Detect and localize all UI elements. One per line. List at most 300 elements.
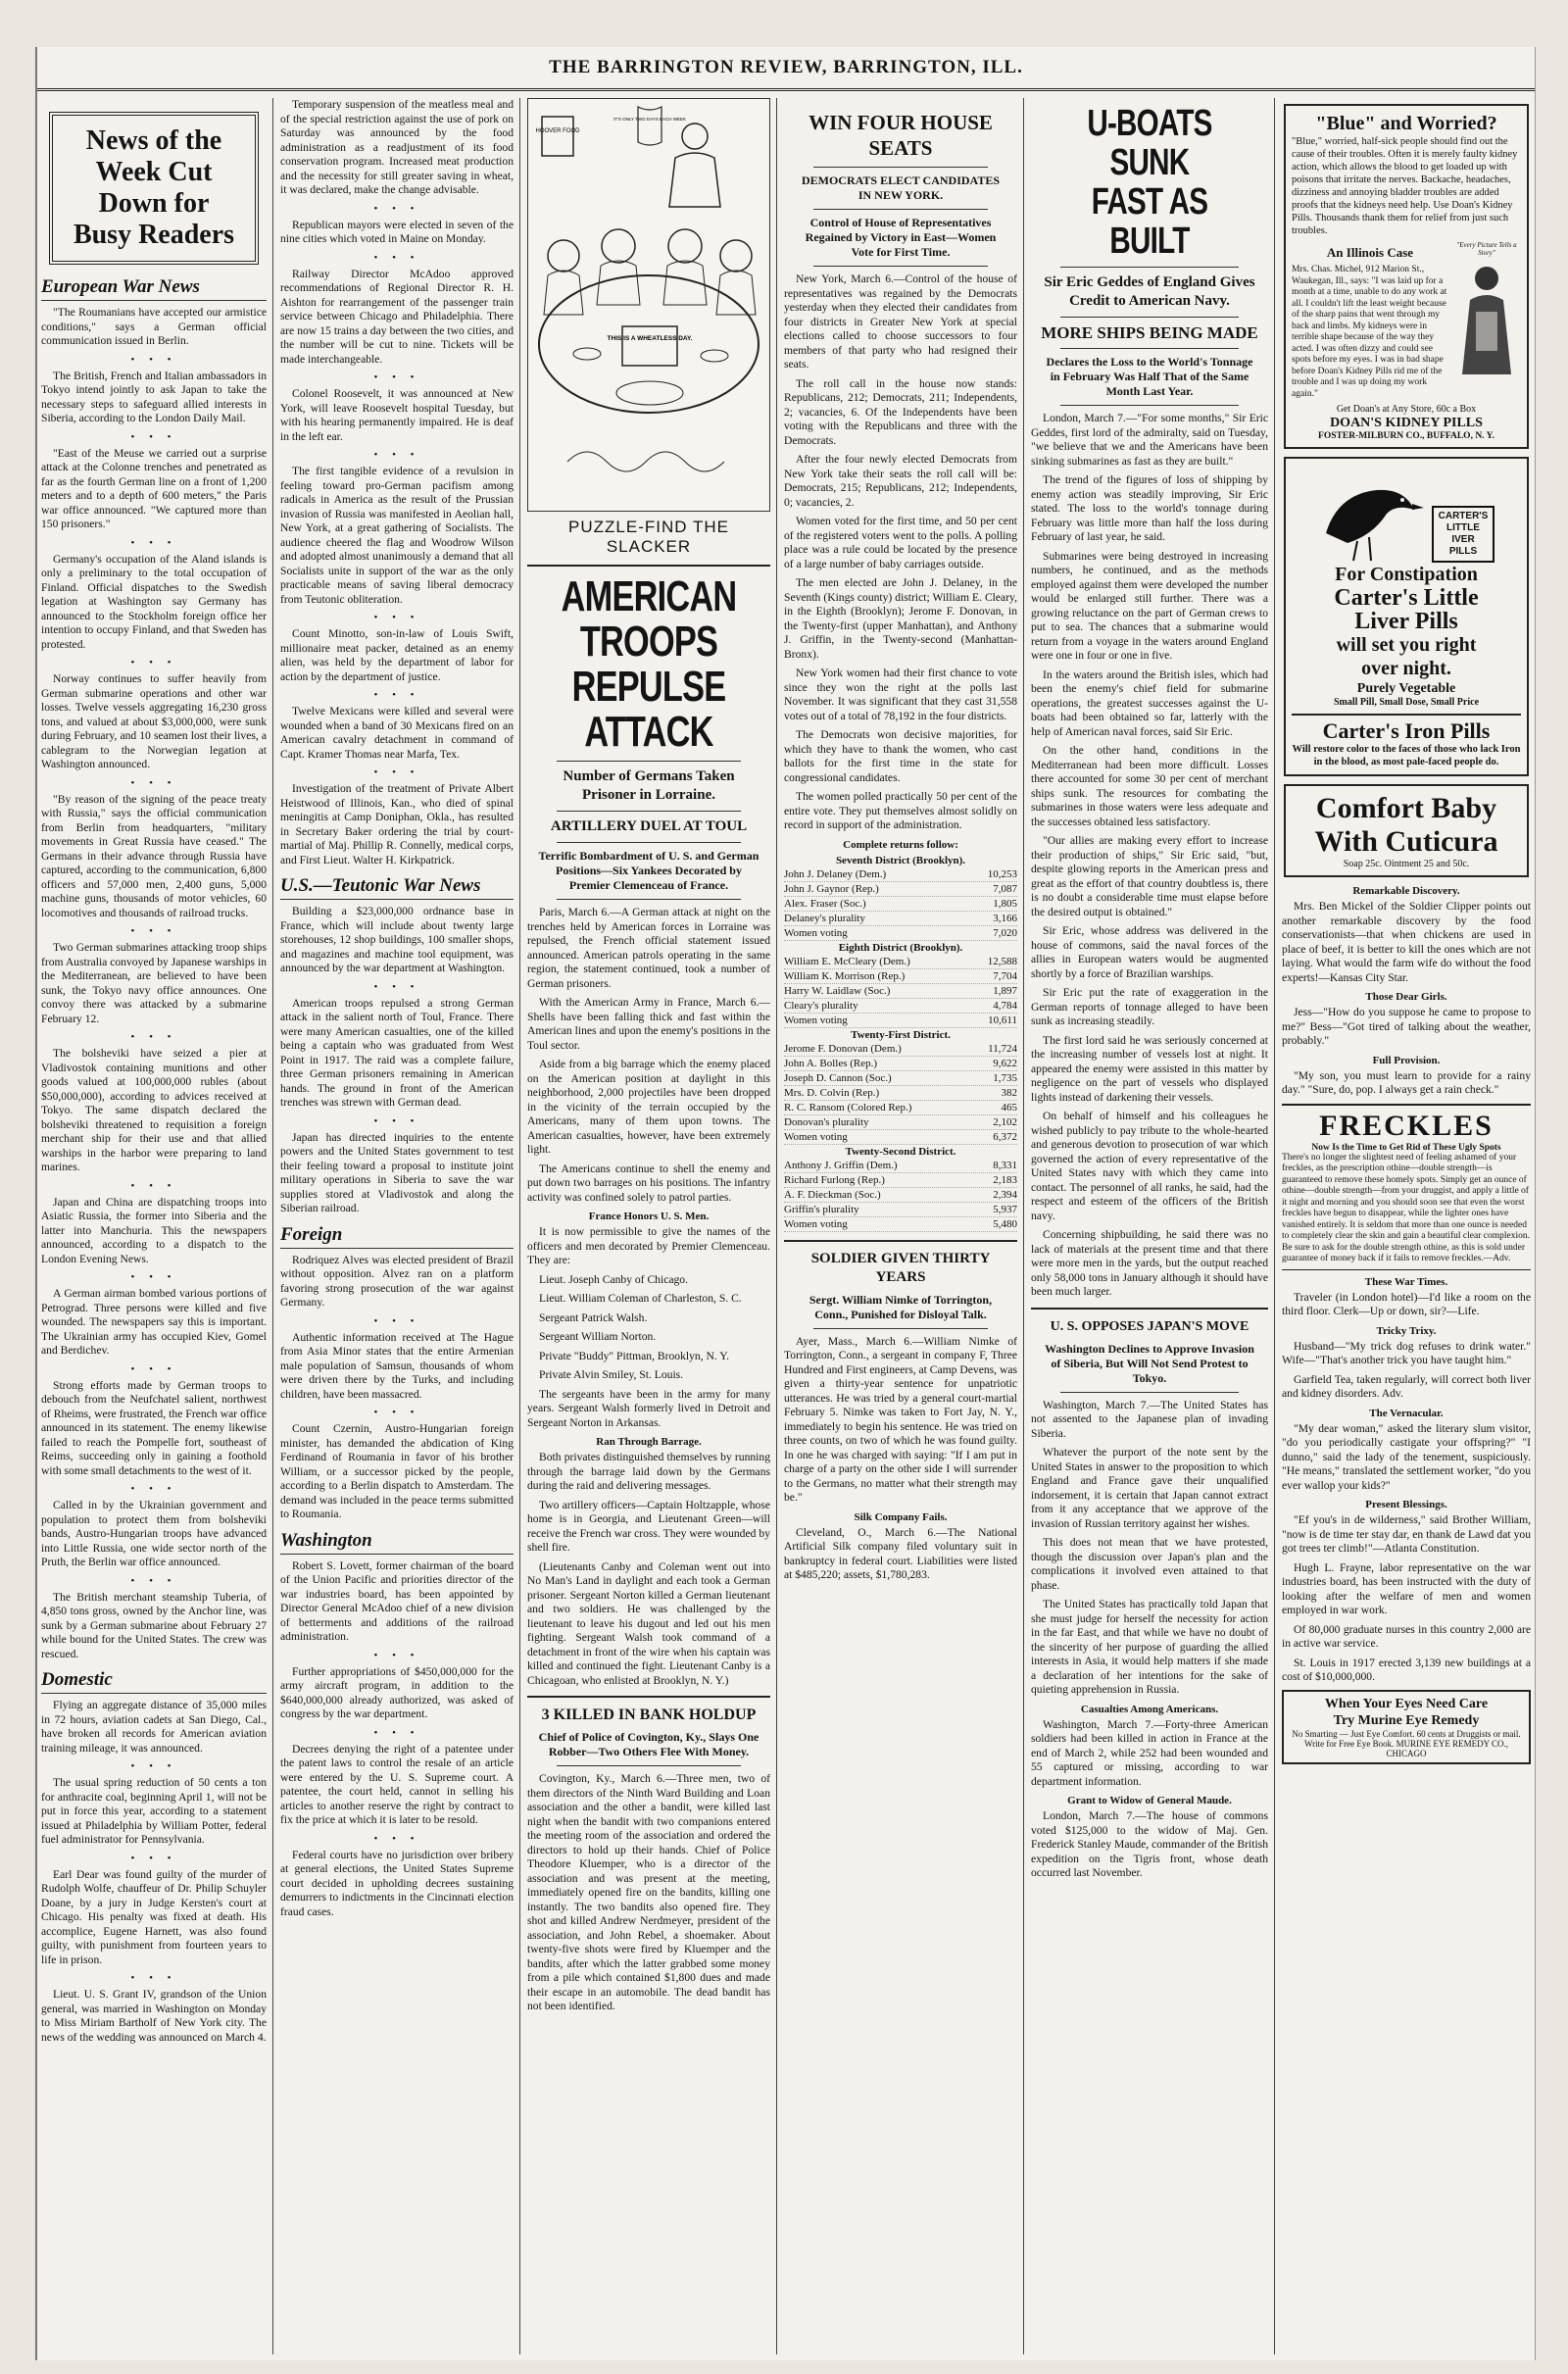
misc-heading: The Vernacular. (1369, 1407, 1444, 1419)
returns-row (784, 1130, 1017, 1145)
dot-separator: • • • (373, 980, 420, 993)
divider (527, 1696, 770, 1698)
doans-case-row (1292, 241, 1521, 400)
cartoon-placard: THIS IS A WHEATLESS DAY. (607, 335, 693, 342)
returns-row (784, 1217, 1017, 1232)
misc-text: Mrs. Ben Mickel of the Soldier Clipper points out another remarkable discovery by the food conservationists—that when chickens are used in place of beef, it is better to kill the ones which are not laying. What would the farm wife do without the food experts!—Kansas City Star. (1282, 900, 1531, 984)
news-paragraph: American troops repulsed a strong German attack in the salient north of Toul, France. There were many American casualties, one of the killed being a captain who was graduated from West Point in 1917. The raid was a complete failure, three German prisoners remaining in American hands. The ground in front of the American trenches was strewn with German dead. (280, 996, 514, 1109)
returns-candidate: John A. Bolles (Rep.) (784, 1057, 878, 1069)
column-4 (784, 98, 1017, 2354)
news-paragraph: The trend of the figures of loss of shipping by enemy action was steadily improving, Sir Eric stated. The loss to the world's tonnage during February was little more than half the loss during February of last year, he said. (1031, 473, 1268, 543)
news-paragraph: (Lieutenants Canby and Coleman went out into No Man's Land in daylight and each took a German prisoner. Sergeant Norton killed a German lieutenant and two soldiers. He was challenged by the lieutenant to leave his dugout and led out his men fighting. Sergeant Walsh took command of a detachment in front of the wire when his captain was killed and continued the fight. Lieutenant Canby is a Chicagoan, who enlisted at Brooklyn, N. Y.) (527, 1559, 770, 1687)
dot-separator: • • • (130, 1179, 177, 1192)
murine-ad (1282, 1690, 1531, 1764)
returns-votes: 11,724 (988, 1042, 1017, 1055)
headline-house-seats: WIN FOUR HOUSE SEATS (808, 111, 993, 160)
dot-separator: • • • (130, 1852, 177, 1864)
returns-row (784, 1014, 1017, 1028)
returns-row (784, 882, 1017, 897)
returns-candidate: William K. Morrison (Rep.) (784, 969, 906, 982)
news-paragraph: Covington, Ky., March 6.—Three men, two of them directors of the Ninth Ward Building and Loan association and the other a bandit, were killed last night when the bandit with two companions entered the meeting room of the association and ordered the directors to hold up their hands. Chief of Police Theodore Kluemper, who is a director of the association and was present at the meeting, immediately opened fire on the bandits, killing one instantly. The two bandits also opened fire. They shot and killed Andrew Nerdmeyer, president of the association, and John Rebel, a shoemaker. About twenty-five shots were fired by Kluemper and the bandits, after which the latter grabbed some money from a pile which contained $1,800 dues and made their escape in an automobile. The dead bandit has not been identified. (527, 1772, 770, 2012)
news-paragraph: Lieut. William Coleman of Charleston, S. C. (539, 1292, 742, 1305)
divider (557, 842, 741, 843)
dot-separator: • • • (130, 776, 177, 789)
carters-box-line: CARTER'S (1438, 511, 1489, 521)
cuticura-line2: With Cuticura (1314, 825, 1498, 858)
news-paragraph: With the American Army in France, March 6.—Shells have been falling thick and fast within the American lines and upon the enemy's positions in the Toul sector. (527, 996, 770, 1052)
news-paragraph: Concerning shipbuilding, he said there was no lack of materials at the present time and that there were more men in the yards, but the output reached only 58,000 tons in January although it should have been much larger. (1031, 1228, 1268, 1298)
dot-separator: • • • (373, 767, 420, 778)
divider (784, 1240, 1017, 1242)
deck-control-of-house: Control of House of Representatives Regained by Victory in East—Women Vote for First Time. (805, 216, 997, 259)
returns-candidate: Richard Furlong (Rep.) (784, 1173, 885, 1186)
news-paragraph: On behalf of himself and his colleagues he wished publicly to pay tribute to the whole-hearted and generous devotion to prosecution of war which governed the action of every representative of the United States navy with which they came into contact. The personnel of all ranks, he said, had the respect and esteem of the officers of the British navy. (1031, 1110, 1268, 1222)
returns-row (784, 999, 1017, 1014)
news-paragraph: A German airman bombed various portions of Petrograd. Three persons were killed and five wounded. The newspapers say this is important. The Ukrainian army has occupied Kiev, Gomel and Berdichev. (41, 1287, 267, 1357)
carters-line7: Small Pill, Small Dose, Small Price (1333, 697, 1480, 708)
dot-separator: • • • (373, 689, 420, 701)
news-paragraph: Count Czernin, Austro-Hungarian foreign minister, has demanded the abdication of King Ferdinand of Roumania in favor of his brother William, or a successor picked by the people, according to a Berlin dispatch to Amsterdam. The demand was included in the peace terms submitted to Roumania. (280, 1422, 514, 1520)
divider (813, 1328, 988, 1329)
dot-separator: • • • (130, 536, 177, 549)
divider (1060, 317, 1239, 318)
news-paragraph: "Our allies are making every effort to increase their production of ships," Sir Eric said, "but, despite glowing reports in the American press and great as the effort of that country doubtless is, there is no doubt a considerable time must elapse before the desired output is obtained." (1031, 834, 1268, 918)
column-2 (280, 98, 514, 2354)
carters-iron-title: Carter's Iron Pills (1322, 718, 1491, 743)
returns-votes: 1,897 (993, 984, 1017, 997)
divider (1060, 1392, 1239, 1393)
returns-candidate: Women voting (784, 1217, 848, 1230)
returns-votes: 7,020 (993, 926, 1017, 939)
silk-story (784, 1526, 1017, 1583)
news-paragraph: Robert S. Lovett, former chairman of the board of the Union Pacific and priorities director of the war industries board, has been appointed by Director General McAdoo chief of a new division of betterments and additions of the railroad administration. (280, 1558, 514, 1643)
news-items (280, 98, 514, 867)
returns-candidate: Joseph D. Cannon (Soc.) (784, 1071, 892, 1084)
news-paragraph: Private Alvin Smiley, St. Louis. (539, 1368, 684, 1381)
divider (1031, 1308, 1268, 1310)
cartoon-illustration (527, 98, 770, 512)
headline-us-opposes-japan: U. S. OPPOSES JAPAN'S MOVE (1050, 1318, 1250, 1334)
dot-separator: • • • (130, 353, 177, 366)
news-paragraph: "By reason of the signing of the peace treaty with Russia," says the official communication from Berlin from headquarters, "military movements in Great Russia have ceased." The Germans in their advance through Russia have captured, according to the communication, 6,800 officers and 57,000 men, 2,400 guns, 5,000 machine guns, thousands of motor vehicles, 60 locomotives and thousands of railroad trucks. (41, 792, 267, 919)
returns-row (784, 1042, 1017, 1057)
returns-votes: 7,704 (993, 969, 1017, 982)
headline-american-troops (554, 574, 743, 755)
deck-bombardment: Terrific Bombardment of U. S. and German Positions—Six Yankees Decorated by Premier Clemenceau of France. (538, 849, 760, 892)
returns-votes: 5,937 (993, 1203, 1017, 1215)
returns-votes: 8,331 (993, 1159, 1017, 1171)
misc-text: "Ef you's in de wilderness," said Brother William, "now is de time ter stay dar, en thank de Lawd dat you got trees ter climb!"—Atlanta Constitution. (1282, 1513, 1531, 1555)
foreign-items (280, 1254, 514, 1522)
headline-u-boats (1057, 104, 1243, 261)
news-paragraph: The first lord said he was seriously concerned at the increasing number of vessels lost at night. It appeared the enemy were assisted in this matter by negligence on the part of vessels who displayed lights instead of darkening their vessels. (1031, 1033, 1268, 1104)
dot-separator: • • • (130, 1972, 177, 1984)
misc-text: Jess—"How do you suppose he came to propose to me?" Bess—"Got tired of talking about the weather, probably." (1282, 1006, 1531, 1047)
news-paragraph: Federal courts have no jurisdiction over bribery at general elections, the United States Supreme court decided in upholding decrees sustaining demurrers to indictments in the Cincinnati election fraud cases. (280, 1848, 514, 1918)
doans-ad-title: "Blue" and Worried? (1315, 113, 1497, 134)
subhead-silk-company: Silk Company Fails. (854, 1510, 948, 1523)
carters-box-line: IVER (1451, 534, 1475, 545)
returns-votes: 5,480 (993, 1217, 1017, 1230)
carters-pill-box (1432, 506, 1495, 563)
news-paragraph: Private "Buddy" Pittman, Brooklyn, N. Y. (539, 1349, 730, 1362)
returns-votes: 2,394 (993, 1188, 1017, 1201)
doans-brand: DOAN'S KIDNEY PILLS (1330, 416, 1483, 430)
news-paragraph: This does not mean that we have protested, though the discussion over Japan's plan and the complications it involved even attained to that phase. (1031, 1536, 1268, 1592)
news-paragraph: The bolsheviki have seized a pier at Vladivostok containing munitions and other goods valued at 100,000,000 rubles (about $50,000,000), according to advices received at Tokyo. The same dispatch declared the bolsheviki threatened to requisition a foreign merchant ship for their use and that allied warships in the harbor were preparing to land marines. (41, 1047, 267, 1173)
returns-row (784, 1115, 1017, 1130)
returns-candidate: R. C. Ransom (Colored Rep.) (784, 1101, 912, 1113)
returns-candidate: Women voting (784, 926, 848, 939)
returns-votes: 9,622 (993, 1057, 1017, 1069)
returns-title: Complete returns follow: (843, 838, 958, 851)
news-paragraph: Twelve Mexicans were killed and several were wounded when a band of 30 Mexicans fired on an American cavalry detachment in command of Capt. Kramer Thomas near Marfa, Tex. (280, 705, 514, 761)
freckles-ad (1282, 1104, 1531, 1270)
troops-story-2 (527, 1225, 770, 1430)
returns-votes: 12,588 (987, 955, 1017, 967)
dot-separator: • • • (130, 1031, 177, 1043)
freckles-title: FRECKLES (1319, 1109, 1494, 1142)
news-paragraph: Paris, March 6.—A German attack at night on the trenches held by American forces in Lorraine was repulsed, the French official statement issued announced. American patrols operating in the same region, the statement continued, took a number of German prisoners. (527, 906, 770, 990)
returns-candidate: Donovan's plurality (784, 1115, 869, 1128)
returns-votes: 382 (1001, 1086, 1017, 1099)
news-paragraph: Sergeant William Norton. (539, 1330, 657, 1343)
dot-separator: • • • (373, 251, 420, 264)
news-paragraph: The men elected are John J. Delaney, in the Seventh (Kings county) district; William E. Cleary, in the Eighth (Brooklyn); Jerome F. Donovan, in the Twenty-first (upper Manhattan), and Anthony J. Griffin, in the Twenty-second (Manhattan-Bronx). (784, 576, 1017, 661)
doans-case (1292, 241, 1448, 400)
returns-candidate: Delaney's plurality (784, 912, 865, 924)
news-paragraph: Decrees denying the right of a patentee under the patent laws to control the resale of an article were entered by the U. S. Supreme court. A patentee, the court held, cannot in selling his articles to another reserve the right by contract to fix the price at which it is later to be resold. (280, 1742, 514, 1826)
cuticura-prices: Soap 25c. Ointment 25 and 50c. (1343, 859, 1470, 869)
news-paragraph: The British, French and Italian ambassadors in Tokyo intend jointly to ask Japan to take the necessary steps to safeguard allied interests in Siberia, according to the London Daily Mail. (41, 369, 267, 424)
cartoon-drawing (528, 99, 769, 511)
returns-candidate: Mrs. D. Colvin (Rep.) (784, 1086, 880, 1099)
headline-line: U-BOATS SUNK (1087, 103, 1212, 183)
european-war-items (41, 306, 267, 1661)
dot-separator: • • • (373, 449, 420, 461)
cuticura-ad (1284, 784, 1529, 877)
news-paragraph: Earl Dear was found guilty of the murder of Rudolph Wolfe, chauffeur of Dr. Philip Schuyler Doane, by a jury in Judge Kersten's court at Chicago. His penalty was fixed at death. His accomplice, Eugene Harnett, was also found guilty, with punishment from fourteen years to life in prison. (41, 1867, 267, 1966)
divider (527, 565, 770, 567)
column-rule (776, 98, 777, 2354)
dot-separator: • • • (130, 1362, 177, 1375)
domestic-items (41, 1699, 267, 2045)
news-paragraph: Lieut. U. S. Grant IV, grandson of the Union general, was married in Washington on Monday to Miss Miriam Bartholf of New York city. The news of the wedding was announced on March 4. (41, 1988, 267, 2044)
headline-line: AMERICAN TROOPS (561, 572, 737, 666)
returns-row (784, 1086, 1017, 1101)
news-paragraph: Building a $23,000,000 ordnance base in France, which will include about twenty large storehouses, 12 shop buildings, 100 smaller shops, and magazines and machine tool equipment, was announced by the war department at Washington. (280, 905, 514, 974)
section-head-foreign: Foreign (280, 1224, 514, 1249)
news-of-week-box (49, 112, 259, 265)
misc-text: Husband—"My trick dog refuses to drink water." Wife—"That's another trick you have taught him." (1282, 1339, 1531, 1366)
news-paragraph: The British merchant steamship Tuberia, of 4,850 tons gross, owned by the Anchor line, was sunk by a German submarine about February 27 while bound for the United States. The crew was rescued. (41, 1590, 267, 1660)
returns-row (784, 867, 1017, 882)
returns-votes: 2,102 (993, 1115, 1017, 1128)
newspaper-page (35, 47, 1536, 2360)
divider (813, 167, 988, 168)
news-paragraph: Railway Director McAdoo approved recommendations of Regional Director R. H. Aishton for rearrangement of the passenger train service between Chicago and Philadelphia. There are now 15 trains a day between the two cities, and the number will be cut to nine. Tickets will be made interchangeable. (280, 267, 514, 366)
returns-candidate: Women voting (784, 1014, 848, 1026)
headline-line: REPULSE ATTACK (571, 663, 726, 756)
returns-row (784, 1101, 1017, 1115)
cartoon-sign-hoover: HOOVER FOOD (535, 128, 580, 134)
news-paragraph: New York women had their first chance to vote since they won the right at the polls last November. It was significant that they cast 31,558 votes out of a total of 78,192 in the four districts. (784, 667, 1017, 722)
dot-separator: • • • (373, 1407, 420, 1418)
returns-district-heading: Eighth District (Brooklyn). (838, 941, 963, 954)
widow-story (1031, 1809, 1268, 1881)
casualties-story (1031, 1718, 1268, 1790)
news-paragraph: The women polled practically 50 per cent of the entire vote. They put themselves almost solidly on record in support of the administration. (784, 790, 1017, 831)
returns-candidate: Harry W. Laidlaw (Soc.) (784, 984, 891, 997)
carters-line5: over night. (1361, 658, 1451, 679)
divider (1060, 348, 1239, 349)
misc-items-2 (1282, 1276, 1531, 1685)
deck-geddes: Sir Eric Geddes of England Gives Credit to American Navy. (1044, 274, 1255, 309)
masthead: THE BARRINGTON REVIEW, BARRINGTON, ILL. (549, 57, 1023, 77)
dot-separator: • • • (130, 925, 177, 937)
divider (813, 266, 988, 267)
section-head-washington: Washington (280, 1530, 514, 1555)
news-paragraph: The sergeants have been in the army for many years. Sergeant Walsh formerly lived in Detroit and Sergeant Norton in Arkansas. (527, 1387, 770, 1429)
news-paragraph: Sergeant Patrick Walsh. (539, 1311, 648, 1324)
returns-votes: 3,166 (993, 912, 1017, 924)
news-paragraph: Aside from a big barrage which the enemy placed on the American position at daylight in this neighborhood, 2,000 projectiles have been dropped in the vicinity of the terrain occupied by the Americans, many of them upon towns. The American casualties, however, have been extremely light. (527, 1058, 770, 1156)
column-5 (1031, 98, 1268, 2354)
news-paragraph: Women voted for the first time, and 50 per cent of the registered voters went to the polls. A polling place was a rule could be located by the presence of a large number of baby carriages outside. (784, 515, 1017, 570)
divider (1060, 267, 1239, 268)
news-paragraph: Sir Eric, whose address was delivered in the house of commons, said the naval forces of the allies in European waters would be augmented shortly by a force of Brazilian warships. (1031, 924, 1268, 980)
dot-separator: • • • (373, 1114, 420, 1127)
news-paragraph: Investigation of the treatment of Private Albert Heistwood of Illinois, Kan., who died of spinal meningitis at Camp Doniphan, Okla., has resulted in Secretary Baker ordering the trial by court-martial of Maj. Phillip R. Connelly, medical corps, and First Lieut. Walter H. Kirkpatrick. (280, 782, 514, 866)
divider (557, 761, 741, 762)
returns-candidate: Griffin's plurality (784, 1203, 859, 1215)
news-paragraph: Colonel Roosevelt, it was announced at New York, will leave Roosevelt hospital Tuesday, but with his hearing permanently impaired. He is deaf in the left ear. (280, 387, 514, 443)
news-paragraph: Authentic information received at The Hague from Asia Minor states that the entire Armenian male population of Samsun, thousands of whom were driven there by the Turks, and including children, have been massacred. (280, 1330, 514, 1401)
murine-brand: Try Murine Eye Remedy (1333, 1712, 1480, 1728)
column-rule (1023, 98, 1024, 2354)
divider (813, 209, 988, 210)
returns-votes: 2,183 (993, 1173, 1017, 1186)
freckles-subtitle: Now Is the Time to Get Rid of These Ugly Spots (1311, 1142, 1501, 1153)
carters-logo-row (1292, 465, 1521, 563)
murine-title: When Your Eyes Need Care (1324, 1696, 1489, 1711)
misc-heading: Full Provision. (1372, 1054, 1441, 1066)
returns-row (784, 1188, 1017, 1203)
returns-candidate: Anthony J. Griffin (Dem.) (784, 1159, 898, 1171)
news-paragraph: In the waters around the British isles, which had been the enemy's chief field for submarine operations, the greatest successes against the U-boats had been obtained so far, latterly with the help of American naval forces, said Sir Eric. (1031, 668, 1268, 738)
news-paragraph: Japan has directed inquiries to the entente powers and the United States government to test their feeling toward a proposal to institute joint military operations in Siberia to save the war supplies stored at Vladivostok and along the Siberian railroad. (280, 1130, 514, 1214)
carters-line6: Purely Vegetable (1356, 681, 1456, 696)
news-paragraph: After the four newly elected Democrats from New York take their seats the roll call will be: Democrats, 215; Republicans, 212; Independents, 0; vacancies, 2. (784, 453, 1017, 509)
deck-siberia: Washington Declines to Approve Invasion of Siberia, But Will Not Send Protest to Tokyo. (1045, 1341, 1254, 1385)
deck-artillery-duel: ARTILLERY DUEL AT TOUL (550, 818, 748, 834)
doans-ad (1284, 104, 1529, 449)
column-rule (1274, 98, 1275, 2354)
misc-heading: Those Dear Girls. (1365, 991, 1447, 1003)
returns-row (784, 1203, 1017, 1217)
returns-row (784, 1159, 1017, 1173)
news-paragraph: The first tangible evidence of a revulsion in feeling toward pro-German pacifism among radicals in America as the result of the Prussian invasion of Russia was manifested in Aeolian hall, New York, at a great gathering of Socialists. The audience cheered the flag and Woodrow Wilson and adopted almost unanimously a demand that all Socialists unite in support of the war as the only practicable means of saving liberal democracy from Teutonic obliteration. (280, 465, 514, 606)
doans-price: Get Doan's at Any Store, 60c a Box (1336, 404, 1477, 415)
cuticura-line1: Comfort Baby (1315, 792, 1497, 824)
divider (1292, 714, 1521, 716)
news-paragraph: "East of the Meuse we carried out a surprise attack at the Colonne trenches and penetrated as far as the fourth German line on a front of 1,200 meters and to a depth of 600 meters," the Paris war office announced. "We captured more than 150 prisoners." (41, 446, 267, 530)
returns-row (784, 1057, 1017, 1071)
crow-icon (1318, 465, 1426, 563)
subhead-barrage: Ran Through Barrage. (596, 1436, 702, 1448)
divider (557, 1765, 741, 1766)
news-paragraph: Called in by the Ukrainian government and population to protect them from bolsheviki bands, Austro-Hungarian troops have advanced into Little Russia, one wide sector north of the Pruth, the Berlin war office announced. (41, 1499, 267, 1568)
returns-candidate: John J. Gaynor (Rep.) (784, 882, 879, 895)
dot-separator: • • • (130, 1271, 177, 1283)
misc-text: Hugh L. Frayne, labor representative on the war industries board, has been instructed with the duty of looking after the welfare of men and women employed in war work. (1282, 1560, 1531, 1616)
house-story (784, 272, 1017, 833)
freckles-body: There's no longer the slightest need of feeling ashamed of your freckles, as the prescription othine—double strength—is guaranteed to remove these homely spots. Simply get an ounce of othine—double strength—from your druggist, and apply a little of it night and morning and you should soon see that even the worst freckles have begun to disappear, while the lighter ones have vanished entirely. It is seldom that more than one ounce is needed to completely clear the skin and gain a beautiful clear complexion. Be sure to ask for the double strength othine, as this is sold under guarantee of money back if it fails to remove freckles.—Adv. (1282, 1152, 1530, 1263)
column-1 (41, 98, 267, 2354)
returns-row (784, 1173, 1017, 1188)
news-paragraph: Count Minotto, son-in-law of Louis Swift, millionaire meat packer, detained as an enemy alien, was held by the department of labor for action by the department of justice. (280, 627, 514, 683)
returns-row (784, 1071, 1017, 1086)
dot-separator: • • • (373, 612, 420, 623)
section-head-teutonic: U.S.—Teutonic War News (280, 875, 514, 900)
returns-district-heading: Twenty-First District. (851, 1028, 951, 1041)
carters-iron-body: Will restore color to the faces of those who lack Iron in the blood, as most pale-faced people do. (1292, 744, 1521, 767)
returns-row (784, 969, 1017, 984)
misc-text: Of 80,000 graduate nurses in this country 2,000 are in active war service. (1282, 1622, 1531, 1650)
subhead-casualties: Casualties Among Americans. (1080, 1703, 1219, 1715)
returns-district-heading: Twenty-Second District. (845, 1145, 956, 1158)
returns-candidate: Cleary's plurality (784, 999, 858, 1012)
news-paragraph: London, March 7.—"For some months," Sir Eric Geddes, first lord of the admiralty, said on Tuesday, "we believe that we and the Americans have been sinking submarines as fast as they are built." (1031, 412, 1268, 468)
news-paragraph: Washington, March 7.—Forty-three American soldiers had been killed in action in France at the end of March 2, while 252 had been wounded and 55 captured or missing, according to war department information. (1031, 1717, 1268, 1788)
news-paragraph: "The Roumanians have accepted our armistice conditions," says a German official communication issued in Berlin. (41, 306, 267, 347)
returns-row (784, 984, 1017, 999)
news-paragraph: Washington, March 7.—The United States has not assented to the Japanese plan of invading Siberia. (1031, 1398, 1268, 1440)
news-paragraph: The roll call in the house now stands: Republicans, 212; Democrats, 211; Independents, 2; vacancies, 6. Of the Independents have been voting with the Republicans and three with the Democrats. (784, 376, 1017, 447)
murine-body: No Smarting — Just Eye Comfort. 60 cents at Druggists or mail. Write for Free Eye Book. MURINE EYE REMEDY CO., CHICAGO (1292, 1728, 1521, 1758)
box-title-line: Busy Readers (73, 220, 235, 250)
news-paragraph: Both privates distinguished themselves by running through the barrage laid down by the Germans during the raid and delivering messages. (527, 1451, 770, 1492)
doans-portrait-tag: "Every Picture Tells a Story" (1456, 241, 1517, 257)
news-paragraph: Japan and China are dispatching troops into Asiatic Russia, the former into Siberia and the latter into Manchuria. This the newspapers announced, according to a dispatch to the London Evening News. (41, 1195, 267, 1265)
doans-case-body: Mrs. Chas. Michel, 912 Marion St., Waukegan, Ill., says: "I was laid up for a month at a time, unable to do any work at all. I couldn't lift the least weight because of the sharp pains that went through my back and limbs. My kidneys were in terrible shape because of the way they acted. I was often dizzy and could see spots before my eyes. I was in bad shape before Doan's Kidney Pills rid me of the trouble and I was up doing my work again." (1292, 265, 1447, 399)
dot-separator: • • • (130, 657, 177, 668)
cartoon-sign-two-days: IT'S ONLY TWO DAYS EACH WEEK (612, 117, 687, 122)
deck-prisoners: Number of Germans Taken Prisoner in Lorraine. (563, 768, 735, 803)
returns-votes: 7,087 (993, 882, 1017, 895)
returns-candidate: Women voting (784, 1130, 848, 1143)
misc-heading: Present Blessings. (1365, 1499, 1447, 1510)
returns-candidate: Jerome F. Donovan (Dem.) (784, 1042, 902, 1055)
headline-bank-holdup: 3 KILLED IN BANK HOLDUP (541, 1706, 757, 1723)
dot-separator: • • • (130, 430, 177, 443)
troops-story-3 (527, 1451, 770, 1688)
news-paragraph: Lieut. Joseph Canby of Chicago. (539, 1272, 688, 1286)
column-rule (272, 98, 273, 2354)
returns-candidate: A. F. Dieckman (Soc.) (784, 1188, 881, 1201)
column-3 (527, 98, 770, 2354)
holdup-story (527, 1772, 770, 2014)
doans-maker: FOSTER-MILBURN CO., BUFFALO, N. Y. (1318, 431, 1494, 441)
news-paragraph: The United States has practically told Japan that she must judge for herself the necessity for action in the far East, and that while we have no doubt of the sincerity of her purpose of guarding the allied interests in Asia, it would help matters if she made a declaration of her intentions for the sake of quieting apprehension in Russia. (1031, 1598, 1268, 1696)
dot-separator: • • • (130, 1574, 177, 1587)
dot-separator: • • • (373, 202, 420, 215)
soldier-story (784, 1335, 1017, 1506)
misc-heading: Remarkable Discovery. (1352, 885, 1460, 897)
divider (557, 811, 741, 812)
returns-row (784, 912, 1017, 926)
carters-line1: For Constipation (1335, 564, 1478, 585)
news-paragraph: Strong efforts made by German troops to debouch from the Neufchatel salient, northwest of Rheims, were frustrated, the French war office announced in its statement. The enemy likewise failed to reach the Pompelle fort, southeast of Reims, succeeding only in gaining a foothold with some small detachments to the west of it. (41, 1378, 267, 1477)
returns-row (784, 897, 1017, 912)
column-6 (1282, 98, 1531, 2354)
returns-votes: 1,735 (993, 1071, 1017, 1084)
news-paragraph: Cleveland, O., March 6.—The National Artificial Silk company filed voluntary suit in bankruptcy in federal court. Liabilities were listed at $485,220; assets, $1,780,283. (784, 1525, 1017, 1581)
news-paragraph: On the other hand, conditions in the Mediterranean had been more difficult. Losses there accounted for some 30 per cent of merchant ships sunk. The resources for combating the submarines in those waters were less adequate and the successes obtained less satisfactory. (1031, 744, 1268, 828)
masthead-rule (37, 88, 1535, 91)
returns-votes: 1,805 (993, 897, 1017, 910)
headline-more-ships: MORE SHIPS BEING MADE (1041, 323, 1258, 342)
misc-text: St. Louis in 1917 erected 3,139 new buildings at a cost of $10,000,000. (1282, 1656, 1531, 1683)
news-paragraph: Flying an aggregate distance of 35,000 miles in 72 hours, aviation cadets at San Diego, Cal., have broken all records for American aviation training mileage, it was announced. (41, 1699, 267, 1755)
divider (1060, 405, 1239, 406)
news-paragraph: Temporary suspension of the meatless meal and of the special restriction against the use of pork on Saturday was announced by the food administration as a readjustment of its food conservation program. Increased meat production and the necessity for still greater saving in wheat, it was declared, make the change advisable. (280, 98, 514, 196)
deck-covington: Chief of Police of Covington, Ky., Slays One Robber—Two Others Flee With Money. (538, 1730, 760, 1758)
box-title-line: News of the (85, 125, 222, 156)
carters-line4: will set you right (1336, 634, 1477, 656)
carters-box-line: PILLS (1448, 546, 1478, 557)
dot-separator: • • • (373, 1314, 420, 1327)
news-paragraph: London, March 7.—The house of commons voted $125,000 to the widow of Maj. Gen. Frederick Stanley Maude, commander of the British expedition on the Tigris front, whose death occurred last November. (1031, 1809, 1268, 1879)
news-paragraph: Submarines were being destroyed in increasing numbers, he continued, and as the methods employed against them were developed the number would be enlarged still further. There was a growing reluctance on the part of German crews to put to sea. The chances that a submarine would return from a voyage in the waters around England were one in four or one in five. (1031, 549, 1268, 662)
carters-line3: Liver Pills (1354, 609, 1458, 634)
subhead-france-honors: France Honors U. S. Men. (588, 1211, 710, 1222)
news-paragraph: Two German submarines attacking troop ships from Australia convoyed by Japanese warships in the Mediterranean, are believed to have been sunk, the Tokyo navy office announces. One convoy there was attacked by a submarine February 12. (41, 941, 267, 1025)
doans-case-title: An Illinois Case (1326, 245, 1414, 260)
returns-votes: 10,611 (988, 1014, 1017, 1026)
carters-ad (1284, 457, 1529, 776)
teutonic-items (280, 905, 514, 1216)
misc-text: "My dear woman," asked the literary slum visitor, "do you periodically castigate your offspring?" "I dunno," said the lady of the tenement, suspiciously. "He means," translated the settlement worker, "do you ever wallop your kids?" (1282, 1421, 1531, 1492)
dot-separator: • • • (373, 1832, 420, 1845)
section-head-european-war: European War News (41, 276, 267, 301)
news-paragraph: Sir Eric put the rate of exaggeration in the German reports of tonnage alleged to have been sunk as increasing steadily. (1031, 986, 1268, 1027)
box-title-line: Down for (98, 188, 210, 219)
news-paragraph: Germany's occupation of the Aland islands is only a preliminary to the total occupation of Finland. Official dispatches to the Swedish legation at Washington say Germany has announced to the Stockholm foreign office her intention to occupy Finland, and that Sweden has protested. (41, 552, 267, 651)
u-boat-story (1031, 412, 1268, 1300)
dot-separator: • • • (373, 1726, 420, 1739)
news-paragraph: Ayer, Mass., March 6.—William Nimke of Torrington, Conn., a sergeant in company F, Three Hundred and First engineers, at Camp Devens, was given a thirty-year sentence for unpatriotic utterances. He was tried by a general court-martial February 5. Nimke was taken to Fort Jay, N. Y., immediately to begin his sentence. He was tried on three counts, on two of which he was found guilty. In one he was charged with saying: "If I am put in charge of a party on the other side I will surrender to the Germans, no matter what their strength may be." (784, 1334, 1017, 1504)
dot-separator: • • • (130, 1483, 177, 1495)
news-paragraph: Further appropriations of $450,000,000 for the army aircraft program, in addition to the $640,000,000 already authorized, was asked of congress by the war department. (280, 1664, 514, 1720)
deck-democrats-elect: DEMOCRATS ELECT CANDIDATES IN NEW YORK. (801, 173, 1001, 202)
doans-portrait (1452, 241, 1521, 400)
returns-votes: 465 (1001, 1101, 1017, 1113)
returns-row (784, 955, 1017, 969)
news-paragraph: Whatever the purport of the note sent by the United States in answer to the proposition to which England and France gave their unqualified indorsement, it is certain that Japan cannot extract from it any acceptance that we approve of the invasion of Russian territory against her wishes. (1031, 1446, 1268, 1530)
misc-items (1282, 885, 1531, 1098)
cartoon-caption: PUZZLE-FIND THE SLACKER (568, 518, 729, 556)
returns-candidate: William E. McCleary (Dem.) (784, 955, 910, 967)
box-title-line: Week Cut (95, 157, 213, 187)
misc-heading: These War Times. (1364, 1275, 1448, 1288)
news-paragraph: New York, March 6.—Control of the house of representatives was regained by the Democrats yesterday when they elected their candidates from four districts in Greater New York at special elections called to choose successors to four members of that party who had resigned their seats. (784, 272, 1017, 371)
headline-line: FAST AS BUILT (1091, 181, 1208, 262)
japan-story (1031, 1399, 1268, 1698)
subhead-grant-to-widow: Grant to Widow of General Maude. (1067, 1795, 1232, 1806)
news-paragraph: The Americans continue to shell the enemy and put down two barrages on his positions. The infantry activity was confined solely to patrol parties. (527, 1162, 770, 1204)
headline-soldier-thirty-years: SOLDIER GIVEN THIRTY YEARS (810, 1250, 991, 1285)
